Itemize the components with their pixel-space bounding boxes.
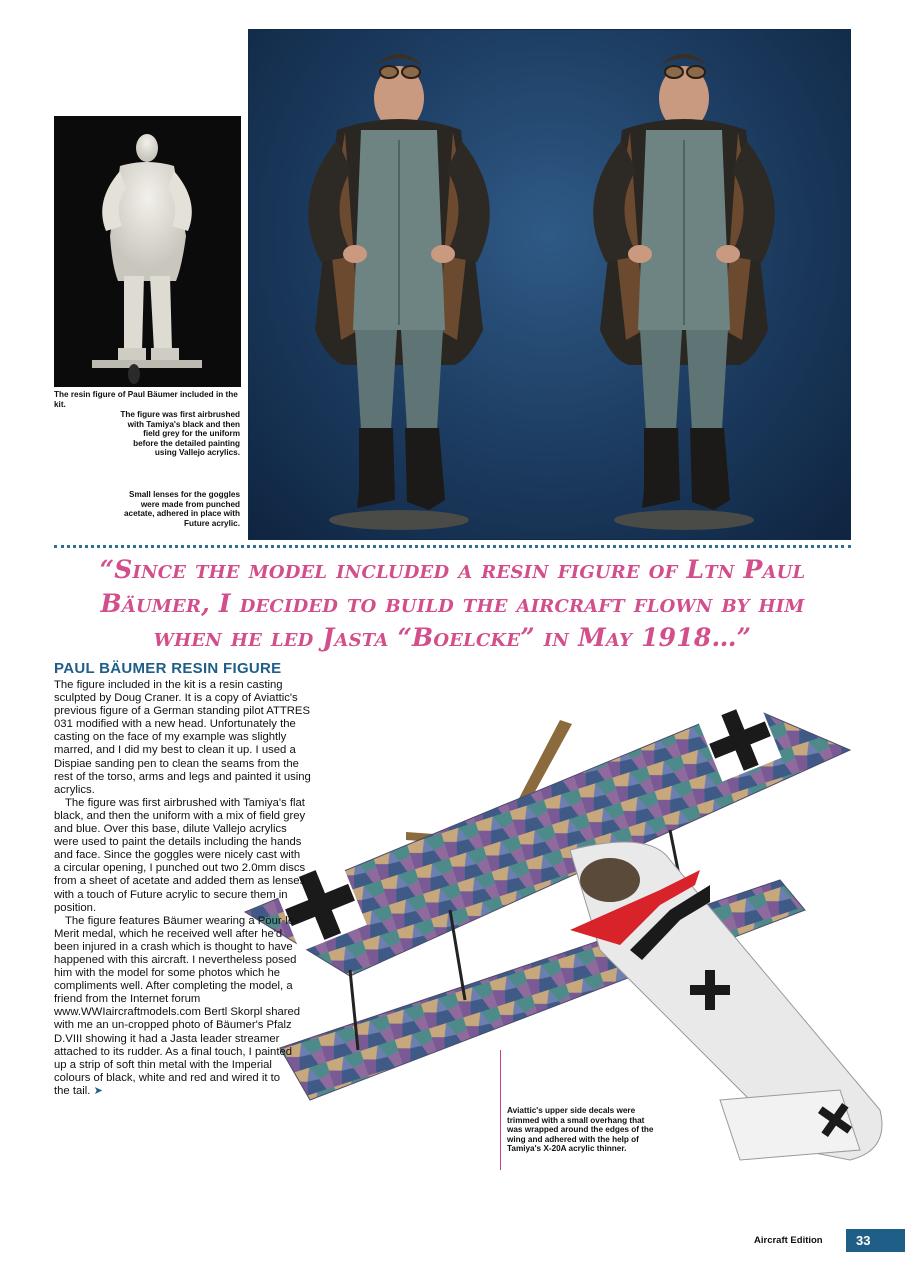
goggle-lenses-caption: Small lenses for the goggles were made from punched acetate, adhered in place with Future acrylic. (123, 490, 240, 528)
page-number: 33 (846, 1229, 905, 1252)
decals-caption: Aviattic's upper side decals were trimmed with a small overhang that was wrapped around the edges of the wing and adhered with the help of Tamiya's X-20A acrylic thinner. (507, 1106, 654, 1154)
publication-name: Aircraft Edition (754, 1235, 823, 1246)
caption-divider (500, 1050, 501, 1170)
airbrush-caption: The figure was first airbrushed with Tamiya's black and then field grey for the uniform before the detailed painting using Vallejo acrylics. (120, 410, 240, 458)
article-paragraph: The figure included in the kit is a resin casting sculpted by Doug Craner. It is a copy of Aviattic's previous figure of a German standing pilot ATTRES 031 modified with a new head. Unfortunately the casting on the face of my example was slightly marred, and I did my best to clean it up. I used a Dispiae sanding pen to clean the seams from the rest of the torso, arms and legs and painted it using acrylics. (54, 679, 311, 796)
article-paragraph: The figure was first airbrushed with Tamiya's flat black, and then the uniform with a mix of field grey and blue. Over this base, dilute Vallejo acrylics were used to paint the details including the hands and face. Since the goggles were nicely cast with a circular opening, I punched out two 2.0mm discs from a sheet of acetate and added them as lenses with a touch of Future acrylic to secure them in position. (54, 796, 306, 914)
article-paragraph-text: The figure features Bäumer wearing a Pour-le-Merit medal, which he received well after he'd been injured in a crash which is thought to have happened with this aircraft. I nevertheless posed him with the model for some photos which he compliments well. After completing the model, a friend from the Internet forum www.WWIaircraftmodels.com Bertl Skorpl shared with me an un-cropped photo of Bäumer's Pfalz D.VIII showing it had a Jasta leader streamer attached to its rudder. As a final touch, I painted up a strip of soft thin metal with the Imperial colours of black, white and red and wired it to the tail. (54, 914, 301, 1097)
arrow-right-icon: ➤ (93, 1084, 103, 1097)
article-body (54, 679, 316, 1098)
section-heading: PAUL BÄUMER RESIN FIGURE (54, 660, 282, 677)
painted-figure-photo (248, 29, 851, 540)
article-paragraph (54, 915, 316, 1098)
pull-quote: “Since the model included a resin figure of Ltn Paul Bäumer, I decided to build the aircraft flown by him when he led Jasta “Boelcke” in May 1918…” (99, 555, 806, 652)
painted-figure-illustration (249, 30, 851, 540)
resin-figure-photo (54, 116, 241, 387)
resin-figure-caption: The resin figure of Paul Bäumer included in the kit. (54, 390, 238, 409)
resin-figure-illustration (54, 116, 241, 387)
pull-quote-divider (54, 545, 851, 548)
